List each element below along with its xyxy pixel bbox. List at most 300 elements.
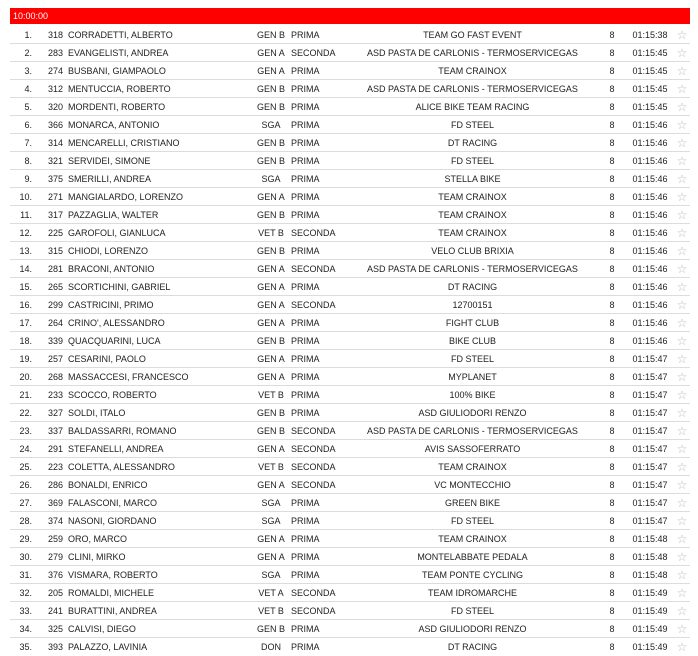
time-cell: 01:15:45 bbox=[632, 102, 668, 112]
result-row bbox=[10, 206, 690, 224]
bib-number-cell: 366 bbox=[47, 120, 63, 130]
result-row bbox=[10, 296, 690, 314]
laps-cell: 8 bbox=[609, 282, 615, 292]
category-cell: GEN B bbox=[256, 210, 285, 220]
category-cell: GEN A bbox=[257, 552, 285, 562]
bib-number-cell: 315 bbox=[47, 246, 63, 256]
team-cell: FD STEEL bbox=[450, 606, 494, 616]
class-cell: SECONDA bbox=[291, 480, 336, 490]
bib-number-cell: 369 bbox=[47, 498, 63, 508]
category-cell: GEN B bbox=[256, 30, 285, 40]
bib-number-cell: 223 bbox=[47, 462, 63, 472]
bib-number-cell: 257 bbox=[47, 354, 63, 364]
result-row bbox=[10, 512, 690, 530]
position-cell: 34. bbox=[19, 624, 32, 634]
category-cell: VET B bbox=[258, 462, 284, 472]
result-row bbox=[10, 44, 690, 62]
class-cell: PRIMA bbox=[291, 516, 320, 526]
laps-cell: 8 bbox=[609, 498, 615, 508]
bib-number-cell: 279 bbox=[47, 552, 63, 562]
favorite-star-icon[interactable]: ☆ bbox=[676, 604, 688, 618]
team-cell: TEAM GO FAST EVENT bbox=[423, 30, 522, 40]
position-cell: 16. bbox=[19, 300, 32, 310]
position-cell: 7. bbox=[24, 138, 32, 148]
favorite-star-icon[interactable]: ☆ bbox=[676, 532, 688, 546]
bib-number-cell: 339 bbox=[47, 336, 63, 346]
team-cell: DT RACING bbox=[447, 138, 498, 148]
result-row bbox=[10, 314, 690, 332]
rider-name-cell: EVANGELISTI, ANDREA bbox=[68, 48, 169, 58]
time-cell: 01:15:47 bbox=[632, 390, 668, 400]
team-cell: TEAM CRAINOX bbox=[438, 66, 507, 76]
result-row bbox=[10, 170, 690, 188]
bib-number-cell: 299 bbox=[47, 300, 63, 310]
class-cell: PRIMA bbox=[291, 390, 320, 400]
category-cell: VET B bbox=[258, 390, 284, 400]
time-cell: 01:15:47 bbox=[632, 516, 668, 526]
class-cell: PRIMA bbox=[291, 84, 320, 94]
position-cell: 17. bbox=[19, 318, 32, 328]
laps-cell: 8 bbox=[609, 408, 615, 418]
category-cell: SGA bbox=[261, 174, 281, 184]
category-cell: GEN A bbox=[257, 66, 285, 76]
result-row bbox=[10, 602, 690, 620]
team-cell: ASD GIULIODORI RENZO bbox=[418, 408, 527, 418]
rider-name-cell: MENTUCCIA, ROBERTO bbox=[68, 84, 171, 94]
position-cell: 32. bbox=[19, 588, 32, 598]
class-cell: SECONDA bbox=[291, 588, 336, 598]
rider-name-cell: BONALDI, ENRICO bbox=[68, 480, 148, 490]
team-cell: DT RACING bbox=[447, 282, 498, 292]
position-cell: 22. bbox=[19, 408, 32, 418]
laps-cell: 8 bbox=[609, 570, 615, 580]
time-cell: 01:15:45 bbox=[632, 84, 668, 94]
laps-cell: 8 bbox=[609, 300, 615, 310]
class-cell: PRIMA bbox=[291, 192, 320, 202]
laps-cell: 8 bbox=[609, 606, 615, 616]
favorite-star-icon[interactable]: ☆ bbox=[676, 406, 688, 420]
laps-cell: 8 bbox=[609, 516, 615, 526]
result-row bbox=[10, 98, 690, 116]
position-cell: 30. bbox=[19, 552, 32, 562]
favorite-star-icon[interactable]: ☆ bbox=[676, 136, 688, 150]
bib-number-cell: 205 bbox=[47, 588, 63, 598]
bib-number-cell: 317 bbox=[47, 210, 63, 220]
favorite-star-icon[interactable]: ☆ bbox=[676, 478, 688, 492]
rider-name-cell: ORO, MARCO bbox=[68, 534, 128, 544]
laps-cell: 8 bbox=[609, 48, 615, 58]
category-cell: GEN B bbox=[256, 426, 285, 436]
category-cell: VET B bbox=[258, 228, 284, 238]
laps-cell: 8 bbox=[609, 642, 615, 652]
favorite-star-icon[interactable]: ☆ bbox=[676, 28, 688, 42]
class-cell: PRIMA bbox=[291, 138, 320, 148]
favorite-star-icon[interactable]: ☆ bbox=[676, 154, 688, 168]
position-cell: 29. bbox=[19, 534, 32, 544]
rider-name-cell: GAROFOLI, GIANLUCA bbox=[68, 228, 166, 238]
result-row bbox=[10, 62, 690, 80]
rider-name-cell: CESARINI, PAOLO bbox=[68, 354, 146, 364]
position-cell: 3. bbox=[24, 66, 32, 76]
team-cell: VELO CLUB BRIXIA bbox=[431, 246, 514, 256]
rider-name-cell: PALAZZO, LAVINIA bbox=[68, 642, 148, 652]
category-cell: GEN A bbox=[257, 444, 285, 454]
class-cell: PRIMA bbox=[291, 552, 320, 562]
laps-cell: 8 bbox=[609, 624, 615, 634]
bib-number-cell: 265 bbox=[47, 282, 63, 292]
laps-cell: 8 bbox=[609, 174, 615, 184]
time-cell: 01:15:47 bbox=[632, 462, 668, 472]
laps-cell: 8 bbox=[609, 246, 615, 256]
bib-number-cell: 374 bbox=[47, 516, 63, 526]
time-cell: 01:15:38 bbox=[632, 30, 668, 40]
laps-cell: 8 bbox=[609, 588, 615, 598]
laps-cell: 8 bbox=[609, 336, 615, 346]
result-row bbox=[10, 638, 690, 656]
laps-cell: 8 bbox=[609, 354, 615, 364]
favorite-star-icon[interactable]: ☆ bbox=[676, 460, 688, 474]
team-cell: 12700151 bbox=[452, 300, 493, 310]
laps-cell: 8 bbox=[609, 66, 615, 76]
time-cell: 01:15:45 bbox=[632, 66, 668, 76]
time-cell: 01:15:46 bbox=[632, 210, 668, 220]
time-cell: 01:15:46 bbox=[632, 228, 668, 238]
favorite-star-icon[interactable]: ☆ bbox=[676, 82, 688, 96]
position-cell: 23. bbox=[19, 426, 32, 436]
rider-name-cell: COLETTA, ALESSANDRO bbox=[68, 462, 175, 472]
bib-number-cell: 283 bbox=[47, 48, 63, 58]
rider-name-cell: CALVISI, DIEGO bbox=[68, 624, 136, 634]
rider-name-cell: CHIODI, LORENZO bbox=[68, 246, 149, 256]
team-cell: MONTELABBATE PEDALA bbox=[417, 552, 528, 562]
result-row bbox=[10, 566, 690, 584]
team-cell: MYPLANET bbox=[448, 372, 497, 382]
class-cell: SECONDA bbox=[291, 462, 336, 472]
favorite-star-icon[interactable]: ☆ bbox=[676, 568, 688, 582]
favorite-star-icon[interactable]: ☆ bbox=[676, 64, 688, 78]
category-cell: SGA bbox=[261, 498, 281, 508]
class-cell: PRIMA bbox=[291, 624, 320, 634]
class-cell: PRIMA bbox=[291, 246, 320, 256]
result-row bbox=[10, 350, 690, 368]
favorite-star-icon[interactable]: ☆ bbox=[676, 640, 688, 654]
category-cell: GEN B bbox=[256, 408, 285, 418]
team-cell: TEAM CRAINOX bbox=[438, 228, 507, 238]
class-cell: PRIMA bbox=[291, 30, 320, 40]
bib-number-cell: 321 bbox=[47, 156, 63, 166]
rider-name-cell: SMERILLI, ANDREA bbox=[68, 174, 152, 184]
position-cell: 31. bbox=[19, 570, 32, 580]
favorite-star-icon[interactable]: ☆ bbox=[676, 100, 688, 114]
favorite-star-icon[interactable]: ☆ bbox=[676, 118, 688, 132]
bib-number-cell: 320 bbox=[47, 102, 63, 112]
team-cell: ASD PASTA DE CARLONIS - TERMOSERVICEGAS bbox=[367, 426, 578, 436]
time-cell: 01:15:47 bbox=[632, 354, 668, 364]
favorite-star-icon[interactable]: ☆ bbox=[676, 424, 688, 438]
category-cell: GEN A bbox=[257, 354, 285, 364]
laps-cell: 8 bbox=[609, 444, 615, 454]
class-cell: PRIMA bbox=[291, 408, 320, 418]
team-cell: VC MONTECCHIO bbox=[434, 480, 511, 490]
time-cell: 01:15:47 bbox=[632, 480, 668, 490]
position-cell: 27. bbox=[19, 498, 32, 508]
time-cell: 01:15:46 bbox=[632, 336, 668, 346]
rider-name-cell: CRINO', ALESSANDRO bbox=[68, 318, 165, 328]
laps-cell: 8 bbox=[609, 534, 615, 544]
laps-cell: 8 bbox=[609, 210, 615, 220]
team-cell: TEAM PONTE CYCLING bbox=[421, 570, 523, 580]
time-cell: 01:15:49 bbox=[632, 606, 668, 616]
rider-name-cell: SERVIDEI, SIMONE bbox=[68, 156, 151, 166]
laps-cell: 8 bbox=[609, 318, 615, 328]
result-row bbox=[10, 620, 690, 638]
favorite-star-icon[interactable]: ☆ bbox=[676, 316, 688, 330]
rider-name-cell: QUACQUARINI, LUCA bbox=[68, 336, 161, 346]
class-cell: PRIMA bbox=[291, 210, 320, 220]
rider-name-cell: BALDASSARRI, ROMANO bbox=[68, 426, 177, 436]
category-cell: VET A bbox=[258, 588, 284, 598]
laps-cell: 8 bbox=[609, 552, 615, 562]
time-cell: 01:15:46 bbox=[632, 138, 668, 148]
position-cell: 8. bbox=[24, 156, 32, 166]
result-row bbox=[10, 548, 690, 566]
bib-number-cell: 318 bbox=[47, 30, 63, 40]
time-cell: 01:15:46 bbox=[632, 156, 668, 166]
category-cell: GEN B bbox=[256, 156, 285, 166]
team-cell: BIKE CLUB bbox=[448, 336, 497, 346]
favorite-star-icon[interactable]: ☆ bbox=[676, 334, 688, 348]
position-cell: 33. bbox=[19, 606, 32, 616]
time-cell: 01:15:47 bbox=[632, 372, 668, 382]
rider-name-cell: CORRADETTI, ALBERTO bbox=[68, 30, 173, 40]
laps-cell: 8 bbox=[609, 426, 615, 436]
result-row bbox=[10, 404, 690, 422]
position-cell: 6. bbox=[24, 120, 32, 130]
bib-number-cell: 393 bbox=[47, 642, 63, 652]
class-cell: PRIMA bbox=[291, 534, 320, 544]
class-cell: PRIMA bbox=[291, 372, 320, 382]
favorite-star-icon[interactable]: ☆ bbox=[676, 370, 688, 384]
position-cell: 20. bbox=[19, 372, 32, 382]
time-cell: 01:15:46 bbox=[632, 174, 668, 184]
favorite-star-icon[interactable]: ☆ bbox=[676, 190, 688, 204]
bib-number-cell: 281 bbox=[47, 264, 63, 274]
favorite-star-icon[interactable]: ☆ bbox=[676, 46, 688, 60]
laps-cell: 8 bbox=[609, 390, 615, 400]
position-cell: 9. bbox=[24, 174, 32, 184]
start-time-group-header: 10:00:00 bbox=[10, 8, 690, 24]
team-cell: FIGHT CLUB bbox=[445, 318, 500, 328]
bib-number-cell: 376 bbox=[47, 570, 63, 580]
rider-name-cell: CLINI, MIRKO bbox=[68, 552, 126, 562]
favorite-star-icon[interactable]: ☆ bbox=[676, 172, 688, 186]
result-row bbox=[10, 26, 690, 44]
rider-name-cell: VISMARA, ROBERTO bbox=[68, 570, 158, 580]
favorite-star-icon[interactable]: ☆ bbox=[676, 496, 688, 510]
time-cell: 01:15:49 bbox=[632, 588, 668, 598]
class-cell: PRIMA bbox=[291, 120, 320, 130]
team-cell: FD STEEL bbox=[450, 354, 494, 364]
position-cell: 10. bbox=[19, 192, 32, 202]
class-cell: SECONDA bbox=[291, 48, 336, 58]
time-cell: 01:15:49 bbox=[632, 624, 668, 634]
team-cell: ASD PASTA DE CARLONIS - TERMOSERVICEGAS bbox=[367, 84, 578, 94]
category-cell: GEN A bbox=[257, 318, 285, 328]
class-cell: PRIMA bbox=[291, 282, 320, 292]
category-cell: GEN A bbox=[257, 300, 285, 310]
bib-number-cell: 259 bbox=[47, 534, 63, 544]
rider-name-cell: CASTRICINI, PRIMO bbox=[68, 300, 154, 310]
favorite-star-icon[interactable]: ☆ bbox=[676, 550, 688, 564]
category-cell: GEN A bbox=[257, 192, 285, 202]
time-cell: 01:15:46 bbox=[632, 264, 668, 274]
result-row bbox=[10, 530, 690, 548]
position-cell: 4. bbox=[24, 84, 32, 94]
result-row bbox=[10, 278, 690, 296]
class-cell: PRIMA bbox=[291, 336, 320, 346]
laps-cell: 8 bbox=[609, 84, 615, 94]
bib-number-cell: 241 bbox=[47, 606, 63, 616]
team-cell: TEAM CRAINOX bbox=[438, 210, 507, 220]
bib-number-cell: 375 bbox=[47, 174, 63, 184]
class-cell: PRIMA bbox=[291, 66, 320, 76]
time-cell: 01:15:47 bbox=[632, 426, 668, 436]
category-cell: GEN B bbox=[256, 336, 285, 346]
favorite-star-icon[interactable]: ☆ bbox=[676, 622, 688, 636]
time-cell: 01:15:47 bbox=[632, 498, 668, 508]
category-cell: DON bbox=[261, 642, 281, 652]
favorite-star-icon[interactable]: ☆ bbox=[676, 262, 688, 276]
rider-name-cell: BRACONI, ANTONIO bbox=[68, 264, 155, 274]
team-cell: TEAM IDROMARCHE bbox=[427, 588, 517, 598]
class-cell: PRIMA bbox=[291, 354, 320, 364]
class-cell: PRIMA bbox=[291, 156, 320, 166]
favorite-star-icon[interactable]: ☆ bbox=[676, 226, 688, 240]
position-cell: 35. bbox=[19, 642, 32, 652]
category-cell: GEN A bbox=[257, 48, 285, 58]
laps-cell: 8 bbox=[609, 138, 615, 148]
rider-name-cell: STEFANELLI, ANDREA bbox=[68, 444, 164, 454]
rider-name-cell: ROMALDI, MICHELE bbox=[68, 588, 155, 598]
favorite-star-icon[interactable]: ☆ bbox=[676, 388, 688, 402]
result-row bbox=[10, 386, 690, 404]
team-cell: AVIS SASSOFERRATO bbox=[424, 444, 521, 454]
rider-name-cell: MANGIALARDO, LORENZO bbox=[68, 192, 184, 202]
category-cell: GEN B bbox=[256, 84, 285, 94]
laps-cell: 8 bbox=[609, 480, 615, 490]
favorite-star-icon[interactable]: ☆ bbox=[676, 514, 688, 528]
category-cell: GEN B bbox=[256, 624, 285, 634]
favorite-star-icon[interactable]: ☆ bbox=[676, 442, 688, 456]
team-cell: DT RACING bbox=[447, 642, 498, 652]
rider-name-cell: BURATTINI, ANDREA bbox=[68, 606, 157, 616]
laps-cell: 8 bbox=[609, 462, 615, 472]
category-cell: GEN A bbox=[257, 282, 285, 292]
position-cell: 25. bbox=[19, 462, 32, 472]
category-cell: GEN B bbox=[256, 102, 285, 112]
favorite-star-icon[interactable]: ☆ bbox=[676, 586, 688, 600]
favorite-star-icon[interactable]: ☆ bbox=[676, 298, 688, 312]
result-row bbox=[10, 260, 690, 278]
team-cell: TEAM CRAINOX bbox=[438, 462, 507, 472]
class-cell: PRIMA bbox=[291, 318, 320, 328]
position-cell: 18. bbox=[19, 336, 32, 346]
category-cell: GEN A bbox=[257, 480, 285, 490]
laps-cell: 8 bbox=[609, 30, 615, 40]
bib-number-cell: 314 bbox=[47, 138, 63, 148]
category-cell: SGA bbox=[261, 516, 281, 526]
team-cell: TEAM CRAINOX bbox=[438, 192, 507, 202]
team-cell: ASD GIULIODORI RENZO bbox=[418, 624, 527, 634]
bib-number-cell: 325 bbox=[47, 624, 63, 634]
rider-name-cell: NASONI, GIORDANO bbox=[68, 516, 157, 526]
result-row bbox=[10, 440, 690, 458]
position-cell: 24. bbox=[19, 444, 32, 454]
category-cell: SGA bbox=[261, 120, 281, 130]
laps-cell: 8 bbox=[609, 156, 615, 166]
position-cell: 11. bbox=[20, 210, 32, 220]
laps-cell: 8 bbox=[609, 228, 615, 238]
time-cell: 01:15:47 bbox=[632, 444, 668, 454]
result-row bbox=[10, 116, 690, 134]
team-cell: ASD PASTA DE CARLONIS - TERMOSERVICEGAS bbox=[367, 48, 578, 58]
bib-number-cell: 274 bbox=[47, 66, 63, 76]
rider-name-cell: FALASCONI, MARCO bbox=[68, 498, 158, 508]
results-page bbox=[10, 8, 690, 656]
bib-number-cell: 312 bbox=[47, 84, 63, 94]
rider-name-cell: PAZZAGLIA, WALTER bbox=[68, 210, 159, 220]
category-cell: GEN B bbox=[256, 138, 285, 148]
team-cell: ASD PASTA DE CARLONIS - TERMOSERVICEGAS bbox=[367, 264, 578, 274]
favorite-star-icon[interactable]: ☆ bbox=[676, 352, 688, 366]
class-cell: SECONDA bbox=[291, 264, 336, 274]
position-cell: 19. bbox=[19, 354, 32, 364]
favorite-star-icon[interactable]: ☆ bbox=[676, 208, 688, 222]
result-row bbox=[10, 80, 690, 98]
result-row bbox=[10, 332, 690, 350]
bib-number-cell: 291 bbox=[47, 444, 63, 454]
team-cell: FD STEEL bbox=[450, 516, 494, 526]
position-cell: 28. bbox=[19, 516, 32, 526]
result-row bbox=[10, 494, 690, 512]
category-cell: GEN A bbox=[257, 264, 285, 274]
position-cell: 12. bbox=[19, 228, 32, 238]
laps-cell: 8 bbox=[609, 120, 615, 130]
position-cell: 1. bbox=[24, 30, 32, 40]
bib-number-cell: 286 bbox=[47, 480, 63, 490]
position-cell: 14. bbox=[19, 264, 32, 274]
position-cell: 21. bbox=[19, 390, 32, 400]
rider-name-cell: MORDENTI, ROBERTO bbox=[68, 102, 166, 112]
favorite-star-icon[interactable]: ☆ bbox=[676, 244, 688, 258]
time-cell: 01:15:46 bbox=[632, 300, 668, 310]
team-cell: FD STEEL bbox=[450, 156, 494, 166]
result-row bbox=[10, 134, 690, 152]
favorite-star-icon[interactable]: ☆ bbox=[676, 280, 688, 294]
class-cell: PRIMA bbox=[291, 498, 320, 508]
class-cell: SECONDA bbox=[291, 228, 336, 238]
time-cell: 01:15:45 bbox=[632, 48, 668, 58]
category-cell: GEN A bbox=[257, 534, 285, 544]
result-row bbox=[10, 224, 690, 242]
position-cell: 2. bbox=[24, 48, 32, 58]
rider-name-cell: MONARCA, ANTONIO bbox=[68, 120, 160, 130]
bib-number-cell: 225 bbox=[47, 228, 63, 238]
result-row bbox=[10, 422, 690, 440]
team-cell: STELLA BIKE bbox=[444, 174, 501, 184]
rider-name-cell: SCOCCO, ROBERTO bbox=[68, 390, 157, 400]
laps-cell: 8 bbox=[609, 264, 615, 274]
